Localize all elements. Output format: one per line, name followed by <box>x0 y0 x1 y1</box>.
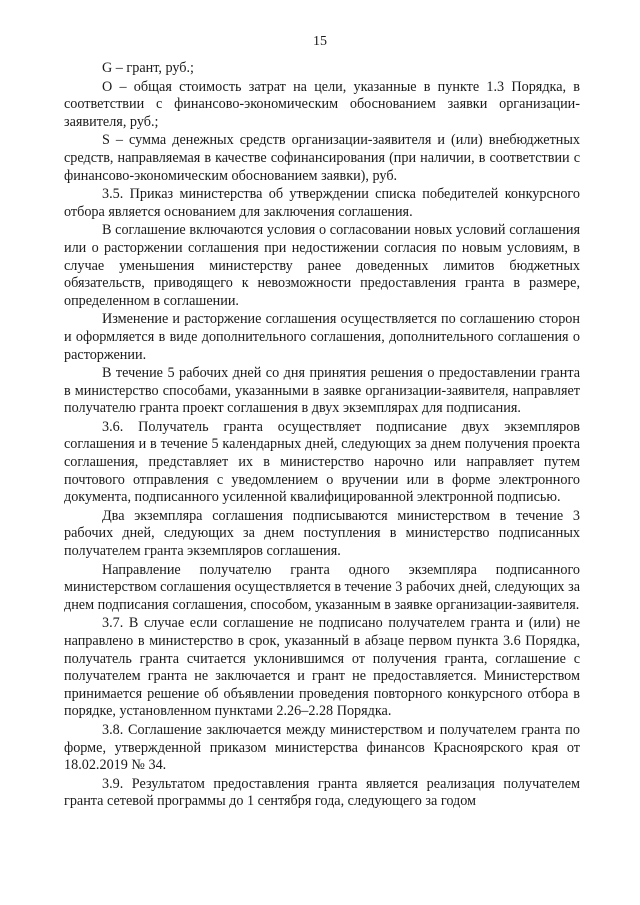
paragraph-draft-agreement: В течение 5 рабочих дней со дня принятия решения о предоставлении гранта в министерство способами, указанными в заявке организации-заявителя, направляет получателю гранта проект соглашения в двух экземплярах для подписания. <box>64 365 580 417</box>
paragraph-ministry-signing: Два экземпляра соглашения подписываются министерством в течение 3 рабочих дней, следующих за днем поступления в министерство подписанных получателем гранта экземпляров соглашения. <box>64 507 580 560</box>
paragraph-amendment: Изменение и расторжение соглашения осуществляется по соглашению сторон и оформляется в виде дополнительного соглашения, дополнительного соглашения о расторжении. <box>64 311 580 363</box>
paragraph-copy-delivery: Направление получателю гранта одного экземпляра подписанного министерством соглашения осуществляется в течение 3 рабочих дней, следующих за днем подписания соглашения, способом, указанным в заявке организации-заявителя. <box>64 561 580 613</box>
paragraph-cofinancing-definition: S – сумма денежных средств организации-заявителя и (или) внебюджетных средств, направляемая в качестве софинансирования (при наличии, в соответствии с финансово-экономическим обоснованием заявки), руб. <box>64 132 580 184</box>
page-number: 15 <box>313 34 327 49</box>
paragraph-3-7: 3.7. В случае если соглашение не подписано получателем гранта и (или) не направлено в министерство в срок, указанный в абзаце первом пункта 3.6 Порядка, получатель гранта считается уклонившимся от получения гранта, соглашение с получателем гранта не заключается и грант не предоставляется. Министерством принимается решение об объявлении проведения повторного конкурсного отбора в порядке, установленном пунктами 2.26–2.28 Порядка. <box>64 615 580 720</box>
paragraph-total-cost-definition: O – общая стоимость затрат на цели, указанные в пункте 1.3 Порядка, в соответствии с финансово-экономическим обоснованием заявки организации-заявителя, руб.; <box>64 78 580 130</box>
paragraph-3-8: 3.8. Соглашение заключается между министерством и получателем гранта по форме, утвержденной приказом министерства финансов Красноярского края от 18.02.2019 № 34. <box>64 721 580 774</box>
paragraph-3-9: 3.9. Результатом предоставления гранта является реализация получателем гранта сетевой программы до 1 сентября года, следующего за годом <box>64 775 580 810</box>
document-body <box>64 60 580 812</box>
paragraph-3-5: 3.5. Приказ министерства об утверждении списка победителей конкурсного отбора является основанием для заключения соглашения. <box>64 186 580 220</box>
paragraph-3-6: 3.6. Получатель гранта осуществляет подписание двух экземпляров соглашения и в течение 5 календарных дней, следующих за днем получения проекта соглашения, представляет их в министерство нарочно или направляет путем почтового отправления с уведомлением о вручении или в форме электронного документа, подписанного усиленной квалифицированной электронной подписью. <box>64 418 580 506</box>
paragraph-grant-definition: G – грант, руб.; <box>102 60 194 76</box>
paragraph-agreement-conditions: В соглашение включаются условия о согласовании новых условий соглашения или о расторжении соглашения при недостижении согласия по новым условиям, в случае уменьшения министерству ранее доведенных лимитов бюджетных обязательств, приводящего к невозможности предоставления гранта в размере, определенном в соглашении. <box>64 222 580 309</box>
